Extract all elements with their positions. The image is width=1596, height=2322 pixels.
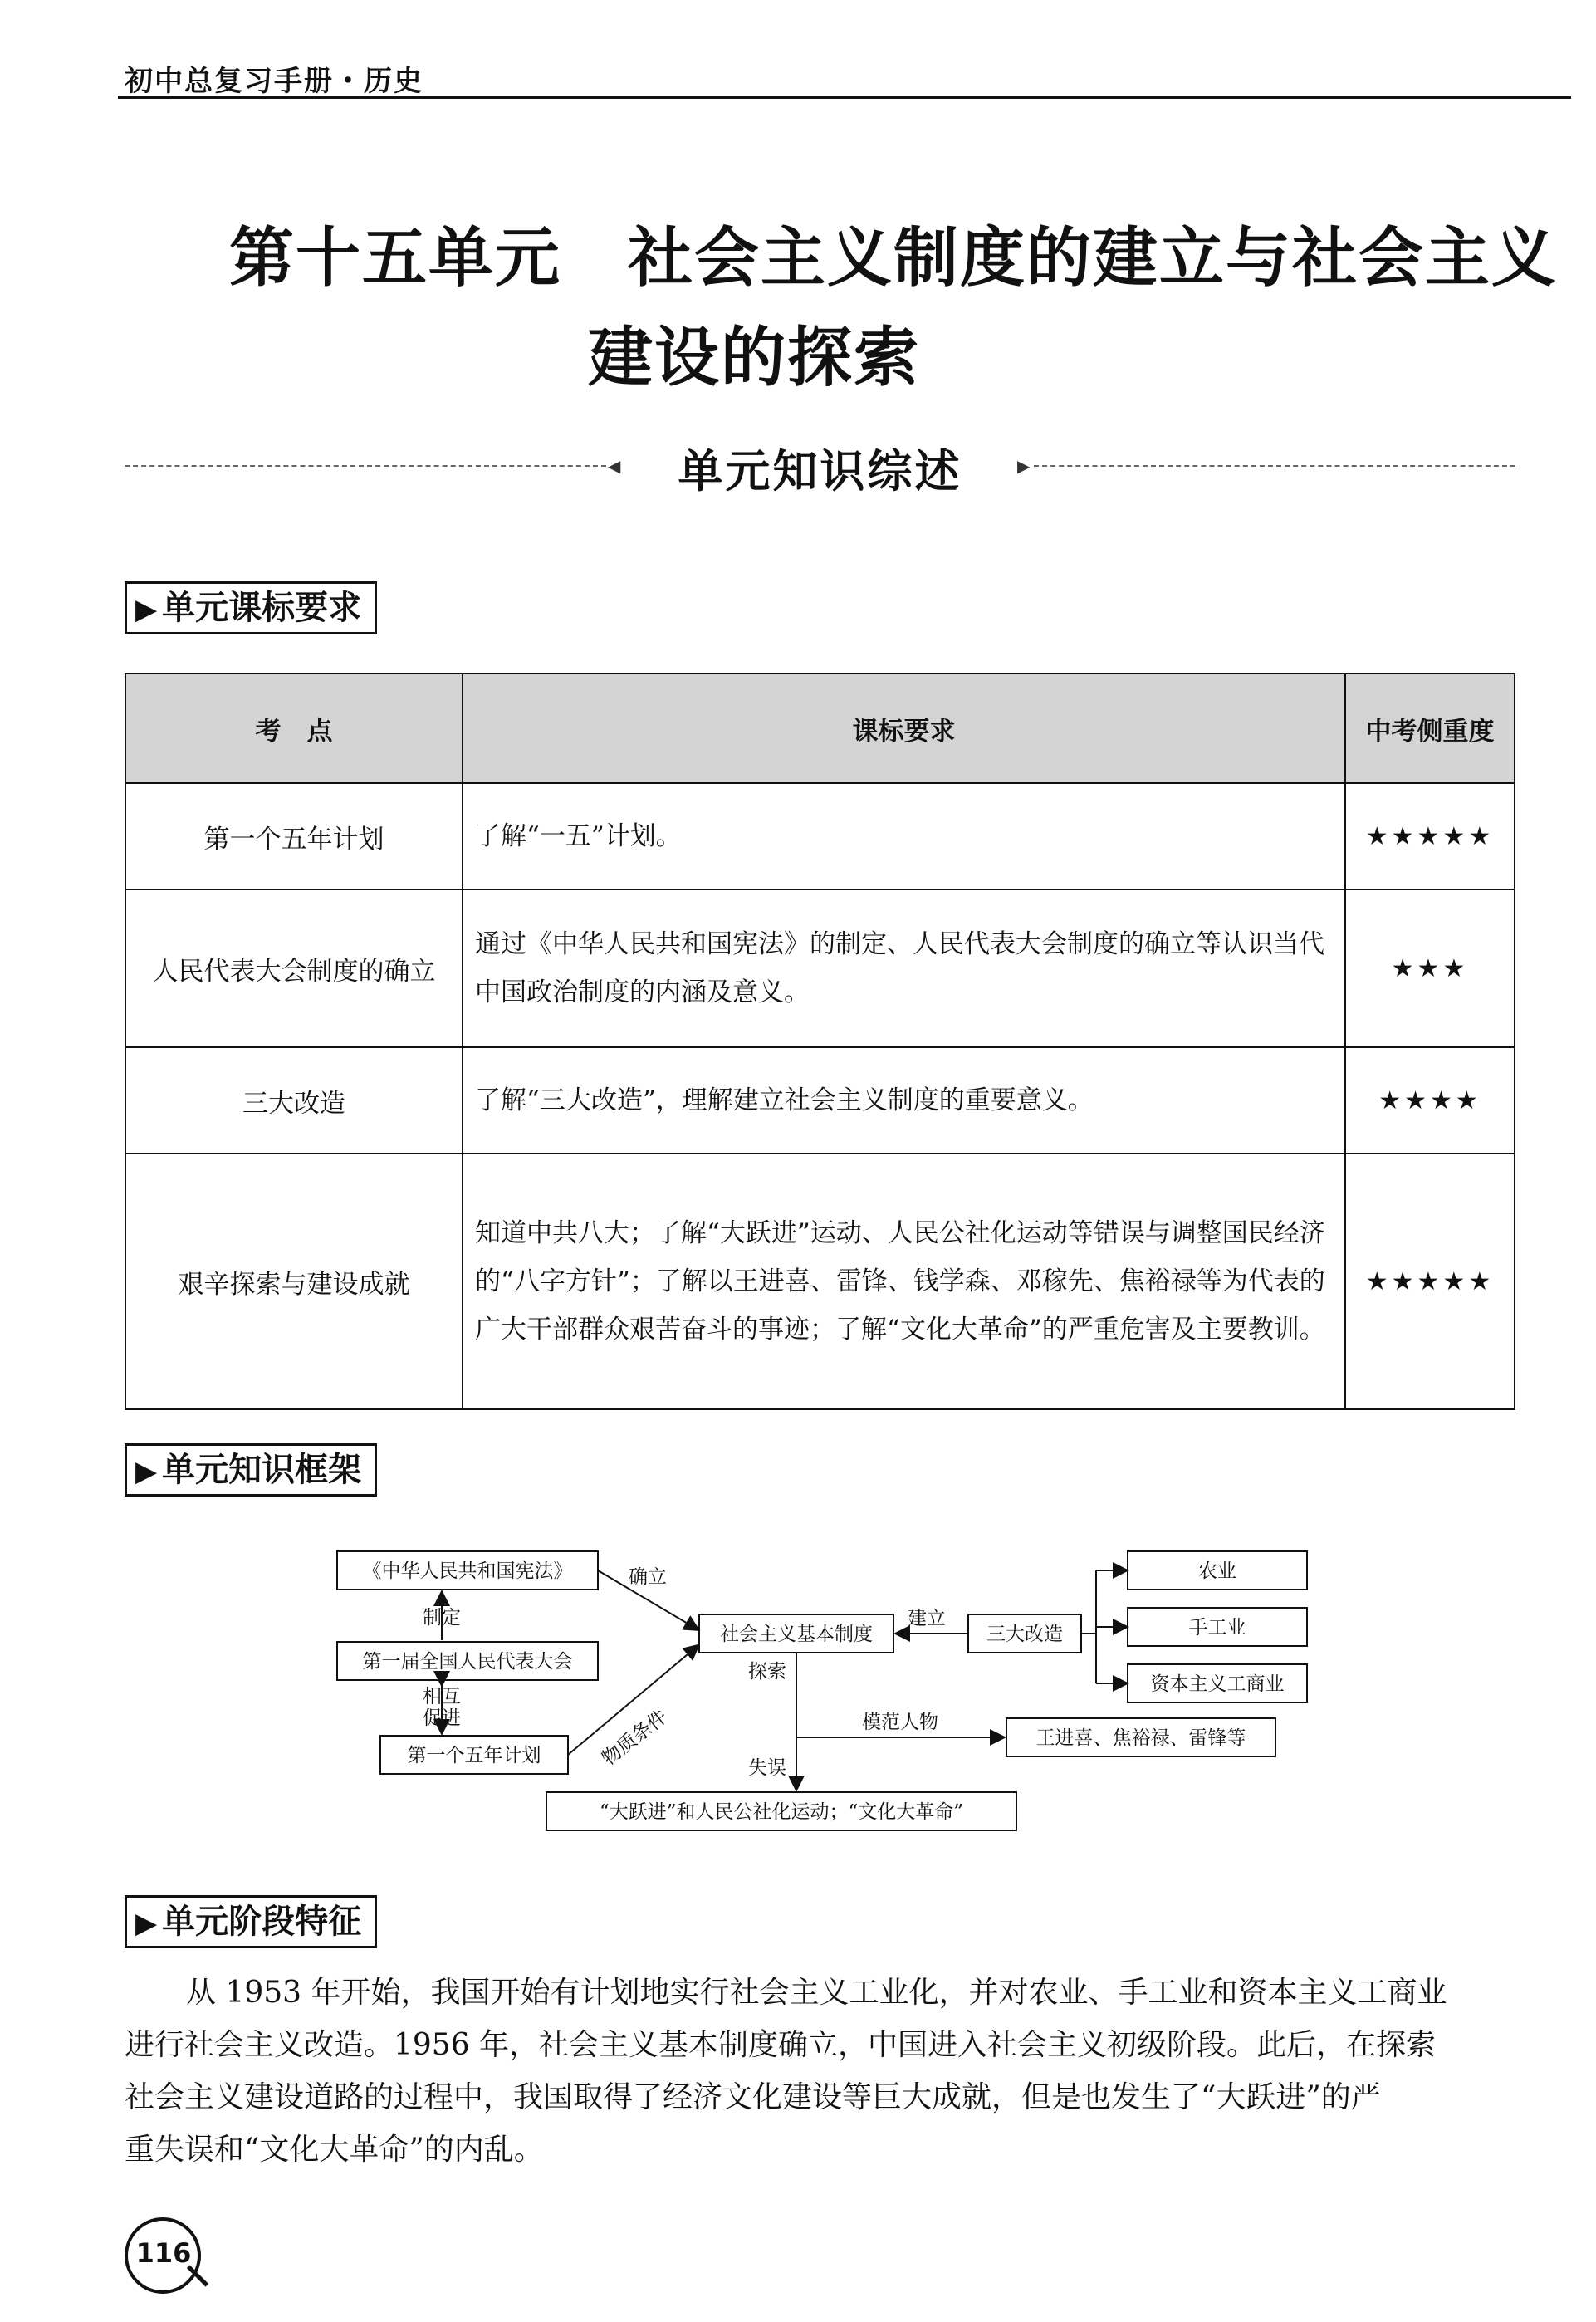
section-features: ▶ 单元阶段特征 — [125, 1895, 377, 1948]
diagram-capitalist: 资本主义工商业 — [1150, 1673, 1285, 1695]
subtitle-bar — [125, 436, 1515, 497]
label-mutual-2: 促进 — [423, 1707, 461, 1729]
header-weight: 中考侧重度 — [1345, 674, 1515, 783]
paragraph-line: 从 1953 年开始，我国开始有计划地实行社会主义工业化，并对农业、手工业和资本主义工商业 — [186, 1976, 1447, 2010]
table-row — [125, 1154, 1515, 1409]
diagram-agriculture: 农业 — [1198, 1560, 1236, 1582]
book-title: 初中总复习手册・历史 — [125, 65, 423, 98]
table-header-row — [125, 674, 1515, 783]
row-stars: ★★★★★ — [1345, 1154, 1515, 1409]
diagram-models: 王进喜、焦裕禄、雷锋等 — [1035, 1727, 1246, 1749]
label-mistake: 失误 — [748, 1757, 786, 1779]
subtitle: 单元知识综述 — [678, 445, 962, 497]
diagram-five-year: 第一个五年计划 — [407, 1745, 541, 1766]
stage-features-paragraph — [125, 1967, 1520, 2176]
paragraph-line: 进行社会主义改造。1956 年，社会主义基本制度确立，中国进入社会主义初级阶段。此后，在探索 — [125, 2028, 1437, 2062]
header-rule — [118, 96, 1571, 99]
triangle-icon: ▶ — [135, 1455, 158, 1488]
label-material: 物质条件 — [598, 1706, 672, 1771]
row-point: 第一个五年计划 — [125, 783, 463, 889]
diagram-mistakes: “大跃进”和人民公社化运动；“文化大革命” — [599, 1801, 964, 1823]
triangle-icon: ▶ — [135, 1907, 158, 1940]
row-requirement: 了解“一五”计划。 — [463, 783, 1345, 889]
table-row — [125, 783, 1515, 889]
row-point: 人民代表大会制度的确立 — [125, 889, 463, 1047]
paragraph-line: 重失误和“文化大革命”的内乱。 — [125, 2133, 544, 2167]
row-point: 艰辛探索与建设成就 — [125, 1154, 463, 1409]
left-arrow-icon: ◀ — [608, 456, 621, 476]
label-models: 模范人物 — [862, 1712, 938, 1733]
table-row — [125, 889, 1515, 1047]
label-build: 建立 — [908, 1608, 946, 1629]
triangle-icon: ▶ — [135, 593, 158, 626]
row-requirement: 了解“三大改造”，理解建立社会主义制度的重要意义。 — [463, 1047, 1345, 1154]
label-establish: 确立 — [629, 1566, 667, 1588]
section-framework: ▶ 单元知识框架 — [125, 1443, 377, 1497]
row-requirement: 通过《中华人民共和国宪法》的制定、人民代表大会制度的确立等认识当代中国政治制度的内涵及意义。 — [463, 889, 1345, 1047]
diagram-three-reforms: 三大改造 — [986, 1624, 1063, 1645]
row-stars: ★★★ — [1345, 889, 1515, 1047]
table-row — [125, 1047, 1515, 1154]
diagram-basic-system: 社会主义基本制度 — [720, 1624, 873, 1645]
right-dashed-rule — [1034, 465, 1515, 467]
diagram-handicraft: 手工业 — [1188, 1617, 1246, 1639]
unit-title-line2: 建设的探索 — [588, 320, 921, 395]
label-explore: 探索 — [748, 1661, 786, 1683]
left-dashed-rule — [125, 465, 606, 467]
row-requirement: 知道中共八大；了解“大跃进”运动、人民公社化运动等错误与调整国民经济的“八字方针”；了解以王进喜、雷锋、钱学森、邓稼先、焦裕禄等为代表的广大干部群众艰苦奋斗的事迹；了解“文化大革命”的严重危害及主要教训。 — [463, 1154, 1345, 1409]
header-point: 考 点 — [125, 674, 463, 783]
diagram-npc: 第一届全国人民代表大会 — [362, 1651, 573, 1673]
diagram-constitution: 《中华人民共和国宪法》 — [362, 1560, 573, 1582]
page-number: 116 — [135, 2237, 192, 2269]
paragraph-line: 社会主义建设道路的过程中，我国取得了经济文化建设等巨大成就，但是也发生了“大跃进”的严 — [125, 2080, 1381, 2114]
row-stars: ★★★★ — [1345, 1047, 1515, 1154]
requirements-table — [125, 673, 1515, 1410]
unit-title-line1: 第十五单元 社会主义制度的建立与社会主义 — [229, 220, 1559, 296]
label-mutual-1: 相互 — [423, 1686, 461, 1707]
row-stars: ★★★★★ — [1345, 783, 1515, 889]
row-point: 三大改造 — [125, 1047, 463, 1154]
right-arrow-icon: ▶ — [1017, 456, 1031, 476]
header-requirement: 课标要求 — [463, 674, 1345, 783]
label-formulate: 制定 — [423, 1607, 461, 1629]
section-requirements: ▶ 单元课标要求 — [125, 581, 377, 634]
knowledge-framework-diagram — [335, 1545, 1315, 1835]
